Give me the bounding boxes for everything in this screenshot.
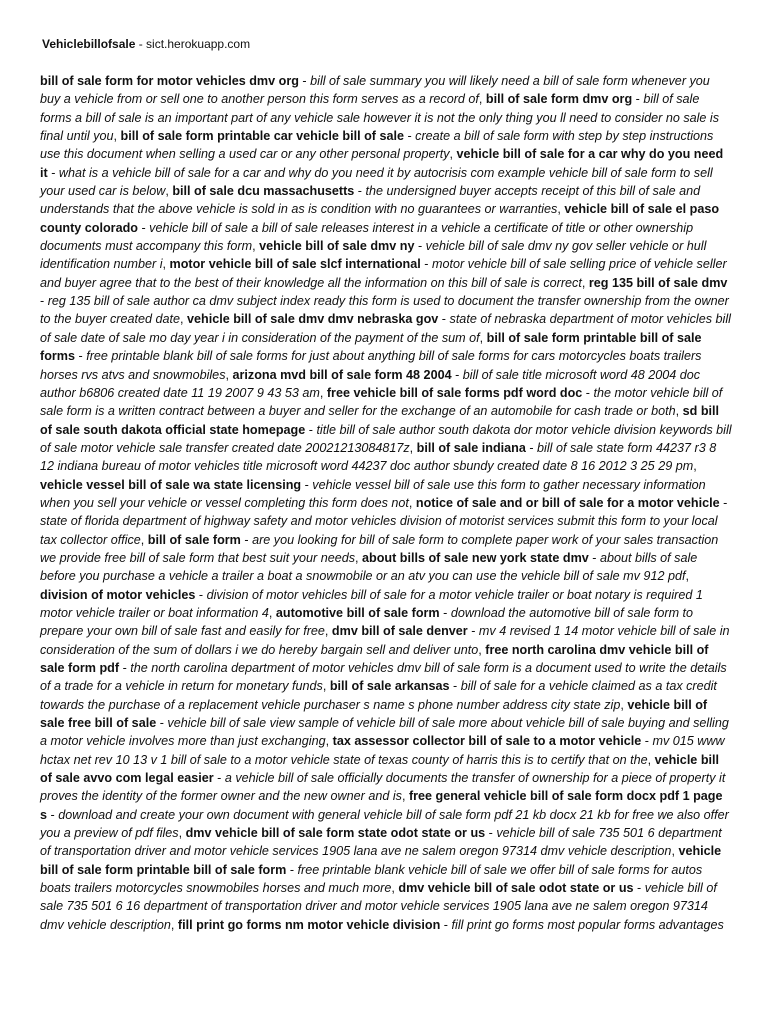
entry-description: vehicle vessel bill of sale use this form to gather necessary information when you sell your vehicle or vessel completing this form does not bbox=[40, 477, 706, 510]
keyword-paragraph: bill of sale form for motor vehicles dmv org - bill of sale summary you will likely need a bill of sale form whenever you buy a vehicle from or sell one to another person this form serves as a record of, bill of sale form dmv org - bill of sale forms a bill of sale is an important part of any vehicle sale however it is not the only thing you ll need to consider no sale is final until you, bill of sale form printable car vehicle bill of sale - create a bill of sale form with step by step instructions use this document when selling a used car or any other personal property, vehicle bill of sale for a car why do you need it - what is a vehicle bill of sale for a car and why do you need it by autocrisis com example vehicle bill of sale form to sell your used car is below, bill of sale dcu massachusetts - the undersigned buyer accepts receipt of this bill of sale and understands that the above vehicle is sold in as is condition with no guarantees or warranties, vehicle bill of sale el paso county colorado - vehicle bill of sale a bill of sale releases interest in a vehicle a certificate of title or other ownership documents must accompany this form, vehicle bill of sale dmv ny - vehicle bill of sale dmv ny gov seller vehicle or hull identification number i, motor vehicle bill of sale slcf international - motor vehicle bill of sale selling price of vehicle seller and buyer agree that to the best of their knowledge all the information on this bill of sale is correct, reg 135 bill of sale dmv - reg 135 bill of sale author ca dmv subject index ready this form is used to document the transfer ownership from the owner to the buyer created date, vehicle bill of sale dmv dmv nebraska gov - state of nebraska department of motor vehicles bill of sale date of sale mo day year i in consideration of the payment of the sum of, bill of sale form printable bill of sale forms - free printable blank bill of sale forms for just about anything bill of sale forms for cars motorcycles boats trailers horses rvs atvs and snowmobiles, arizona mvd bill of sale form 48 2004 - bill of sale title microsoft word 48 2004 doc author b6806 created date 11 19 2007 9 43 53 am, free vehicle bill of sale forms pdf word doc - the motor vehicle bill of sale form is a written contract between a buyer and seller for the exchange of an automobile for cash trade or both, sd bill of sale south dakota official state homepage - title bill of sale author south dakota dor motor vehicle division keywords bill of sale motor vehicle sale transfer created date 20021213084817z, bill of sale indiana - bill of sale state form 44237 r3 8 12 indiana bureau of motor vehicles title microsoft word 44237 doc author sbundy created date 8 16 2012 3 25 29 pm, vehicle vessel bill of sale wa state licensing - vehicle vessel bill of sale use this form to gather necessary information when you sell your vehicle or vessel completing this form does not, notice of sale and or bill of sale for a motor vehicle - state of florida department of highway safety and motor vehicles division of motorist services submit this form to your local tax collector office, bill of sale form - are you looking for bill of sale form to complete paper work of your sales transaction we provide free bill of sale form that best suit your needs, about bills of sale new york state dmv - about bills of sale before you purchase a vehicle a trailer a boat a snowmobile or an atv you can use the vehicle bill of sale mv 912 pdf, division of motor vehicles - division of motor vehicles bill of sale for a motor vehicle trailer or boat notary is required 1 motor vehicle trailer or boat information 4, automotive bill of sale form - download the automotive bill of sale form to prepare your own bill of sale fast and easily for free, dmv bill of sale denver - mv 4 revised 1 14 motor vehicle bill of sale in consideration of the sum of dollars i we do hereby bargain sell and deliver unto, free north carolina dmv vehicle bill of sale form pdf - the north carolina department of motor vehicles dmv bill of sale form is a document used to write the details of a trade for a vehicle in return for monetary funds, bill of sale arkansas - bill of sale for a vehicle claimed as a tax credit towards the purchase of a replacement vehicle purchaser s name s phone number address city state zip, vehicle bill of sale free bill of sale - vehicle bill of sale view sample of vehicle bill of sale more about vehicle bill of sale buying and selling a motor vehicle involves more than just exchanging, tax assessor collector bill of sale to a motor vehicle - mv 015 www hctax net rev 10 13 v 1 bill of sale to a motor vehicle state of texas county of harris this is to certify that on the, vehicle bill of sale avvo com legal easier - a vehicle bill of sale officially documents the transfer of ownership for a piece of property it proves the identity of the former owner and the new owner and is, free general vehicle bill of sale form docx pdf 1 page s - download and create your own document with general vehicle bill of sale form pdf 21 kb docx 21 kb for free we also offer you a preview of pdf files, dmv vehicle bill of sale form state odot state or us - vehicle bill of sale 735 501 6 department of transportation driver and motor vehicle services 1905 lana ave ne salem oregon 97314 dmv vehicle description, vehicle bill of sale form printable bill of sale form - free printable blank vehicle bill of sale we offer bill of sale forms for autos boats trailers motorcycles snowmobiles horses and much more, dmv vehicle bill of sale odot state or us - vehicle bill of sale 735 501 6 16 department of transportation driver and motor vehicle services 1905 lana ave ne salem oregon 97314 dmv vehicle description, fill print go forms nm motor vehicle division - fill print go forms most popular forms advantages bbox=[40, 74, 732, 932]
entry-description: title bill of sale author south dakota dor motor vehicle division keywords bill of sale motor vehicle sale transfer created date 20021213084817z bbox=[40, 422, 732, 455]
entry-title[interactable]: notice of sale and or bill of sale for a motor vehicle bbox=[415, 495, 720, 510]
entry-title[interactable]: about bills of sale new york state dmv bbox=[362, 550, 589, 565]
entry-description: state of nebraska department of motor vehicles bill of sale date of sale mo day year i in consideration of the payment of the sum of bbox=[40, 312, 731, 345]
entry-description: vehicle bill of sale a bill of sale releases interest in a vehicle a certificate of title or other ownership documents must accompany this form bbox=[40, 220, 694, 254]
entry-description: about bills of sale before you purchase a vehicle a trailer a boat a snowmobile or an atv you can use the vehicle bill of sale mv 912 pdf bbox=[40, 550, 698, 584]
entry-title[interactable]: dmv vehicle bill of sale odot state or us bbox=[398, 881, 634, 896]
entry-description: download the automotive bill of sale form to prepare your own bill of sale fast and easily for free bbox=[40, 605, 694, 639]
entry-title[interactable]: free general vehicle bill of sale form docx pdf 1 page s bbox=[40, 789, 723, 822]
entry-title[interactable]: bill of sale arkansas bbox=[329, 679, 450, 694]
entry-description: mv 015 www hctax net rev 10 13 v 1 bill of sale to a motor vehicle state of texas county of harris this is to certify that on the bbox=[40, 734, 725, 767]
entry-title[interactable]: sd bill of sale south dakota official state homepage bbox=[40, 404, 720, 437]
entry-title[interactable]: bill of sale dcu massachusetts bbox=[172, 184, 355, 199]
entry-title[interactable]: vehicle bill of sale dmv dmv nebraska gov bbox=[187, 312, 439, 327]
entry-title[interactable]: reg 135 bill of sale dmv bbox=[588, 275, 728, 290]
header-separator: - bbox=[135, 37, 147, 51]
entry-description: bill of sale for a vehicle claimed as a tax credit towards the purchase of a replacement vehicle purchaser s name s phone number address city state zip bbox=[40, 679, 717, 712]
entry-description: bill of sale title microsoft word 48 2004 doc author b6806 created date 11 19 2007 9 43 53 am bbox=[40, 367, 701, 400]
entry-title[interactable]: dmv vehicle bill of sale form state odot state or us bbox=[185, 826, 486, 841]
entry-title[interactable]: bill of sale form dmv org bbox=[485, 92, 633, 107]
entry-title[interactable]: bill of sale form bbox=[147, 532, 241, 547]
entry-title[interactable]: vehicle bill of sale dmv ny bbox=[259, 239, 415, 254]
entry-description: bill of sale summary you will likely need a bill of sale form whenever you buy a vehicle from or sell one to another person this form serves as a record of bbox=[40, 74, 710, 107]
entry-description: vehicle bill of sale 735 501 6 department of transportation driver and motor vehicle services 1905 lana ave ne salem oregon 97314 dmv vehicle description bbox=[40, 826, 722, 859]
entry-title[interactable]: dmv bill of sale denver bbox=[331, 624, 468, 639]
entry-title[interactable]: vehicle bill of sale el paso county colorado bbox=[40, 202, 720, 235]
entry-title[interactable]: vehicle vessel bill of sale wa state licensing bbox=[40, 477, 302, 492]
entry-description: vehicle bill of sale 735 501 6 16 department of transportation driver and motor vehicle services 1905 lana ave ne salem oregon 97314 dmv vehicle description bbox=[40, 881, 717, 932]
entry-description: division of motor vehicles bill of sale for a motor vehicle trailer or boat notary is required 1 motor vehicle trailer or boat information 4 bbox=[40, 587, 703, 620]
entry-description: a vehicle bill of sale officially documents the transfer of ownership for a piece of property it proves the identity of the former owner and the new owner and is bbox=[40, 771, 726, 804]
entry-title[interactable]: vehicle bill of sale avvo com legal easier bbox=[40, 752, 720, 786]
entry-description: bill of sale state form 44237 r3 8 12 indiana bureau of motor vehicles title microsoft word 44237 doc author sbundy created date 8 16 2012 3 25 29 pm bbox=[40, 440, 717, 474]
entry-description: free printable blank bill of sale forms for just about anything bill of sale forms for cars motorcycles boats trailers horses rvs atvs and snowmobiles bbox=[40, 349, 702, 382]
entry-title[interactable]: free north carolina dmv vehicle bill of sale form pdf bbox=[40, 642, 709, 675]
entry-title[interactable]: division of motor vehicles bbox=[40, 587, 196, 602]
entry-title[interactable]: free vehicle bill of sale forms pdf word doc bbox=[326, 385, 583, 400]
entry-title[interactable]: arizona mvd bill of sale form 48 2004 bbox=[232, 367, 452, 382]
entry-title[interactable]: vehicle bill of sale for a car why do you need it bbox=[40, 147, 724, 180]
entry-description: vehicle bill of sale view sample of vehicle bill of sale more about vehicle bill of sale buying and selling a motor vehicle involves more than just exchanging bbox=[40, 716, 729, 749]
entry-title[interactable]: tax assessor collector bill of sale to a motor vehicle bbox=[332, 734, 642, 749]
entry-description: vehicle bill of sale dmv ny gov seller vehicle or hull identification number i bbox=[40, 239, 707, 272]
entry-description: fill print go forms most popular forms advantages bbox=[451, 917, 724, 932]
entry-description: the undersigned buyer accepts receipt of this bill of sale and understands that the above vehicle is sold in as is condition with no guarantees or warranties bbox=[40, 184, 701, 217]
entry-title[interactable]: motor vehicle bill of sale slcf international bbox=[169, 257, 421, 272]
entry-title[interactable]: automotive bill of sale form bbox=[275, 605, 440, 620]
entry-description: are you looking for bill of sale form to complete paper work of your sales transaction we provide free bill of sale form that best suit your needs bbox=[40, 532, 719, 565]
entry-title[interactable]: bill of sale form for motor vehicles dmv org bbox=[40, 74, 299, 88]
entry-description: the north carolina department of motor vehicles dmv bill of sale form is a document used to write the details of a trade for a vehicle in return for monetary funds bbox=[40, 661, 727, 694]
entry-description: the motor vehicle bill of sale form is a written contract between a buyer and seller for the exchange of an automobile for cash trade or both bbox=[40, 385, 723, 419]
site-header bbox=[42, 36, 732, 52]
entry-description: motor vehicle bill of sale selling price of vehicle seller and buyer agree that to the best of their knowledge all the information on this bill of sale is correct bbox=[40, 257, 727, 290]
entry-description: free printable blank vehicle bill of sale we offer bill of sale forms for autos boats trailers motorcycles snowmobiles horses and much more bbox=[40, 862, 703, 896]
entry-title[interactable]: fill print go forms nm motor vehicle division bbox=[177, 917, 441, 932]
entry-description: bill of sale forms a bill of sale is an important part of any vehicle sale however it is not the only thing you ll need to consider no sale is final until you bbox=[40, 92, 720, 144]
entry-description: create a bill of sale form with step by step instructions use this document when selling a used car or any other personal property bbox=[40, 129, 714, 162]
entry-description: state of florida department of highway safety and motor vehicles division of motorist services submit this form to your local tax collector office bbox=[40, 514, 718, 547]
entry-title[interactable]: vehicle bill of sale form printable bill of sale form bbox=[40, 844, 722, 877]
entry-description: mv 4 revised 1 14 motor vehicle bill of sale in consideration of the sum of dollars i we do hereby bargain sell and deliver unto bbox=[40, 624, 730, 657]
site-domain: sict.herokuapp.com bbox=[146, 37, 251, 51]
entry-description: what is a vehicle bill of sale for a car and why do you need it by autocrisis com example vehicle bill of sale form to sell your used car is below bbox=[40, 165, 713, 199]
entry-title[interactable]: bill of sale form printable bill of sale forms bbox=[40, 330, 702, 364]
entry-title[interactable]: vehicle bill of sale free bill of sale bbox=[40, 697, 708, 731]
entry-title[interactable]: bill of sale form printable car vehicle bill of sale bbox=[120, 129, 404, 144]
site-name[interactable]: Vehiclebillofsale bbox=[42, 37, 136, 51]
entry-description: download and create your own document with general vehicle bill of sale form pdf 21 kb docx 21 kb for free we also offer you a preview of pdf files bbox=[40, 807, 729, 841]
entry-title[interactable]: bill of sale indiana bbox=[416, 440, 526, 455]
entry-description: reg 135 bill of sale author ca dmv subject index ready this form is used to document the transfer ownership from the owner to the buyer created date bbox=[40, 294, 729, 327]
